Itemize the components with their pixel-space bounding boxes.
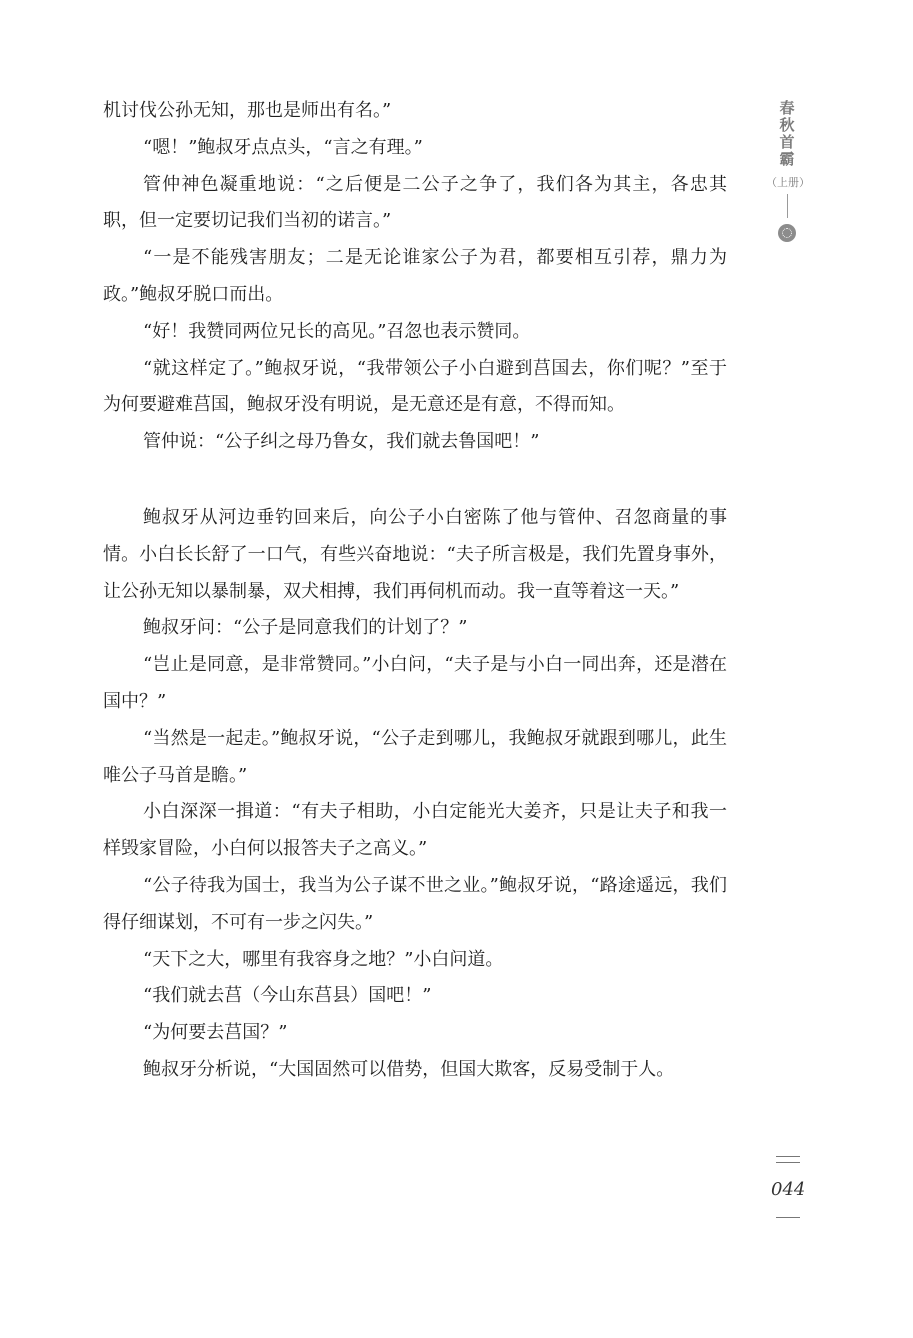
paragraph: 管仲说：“公子纠之母乃鲁女，我们就去鲁国吧！” — [143, 431, 540, 453]
paragraph: “我们就去莒（今山东莒县）国吧！” — [143, 985, 432, 1007]
divider — [787, 194, 788, 218]
paragraph: 管仲神色凝重地说：“之后便是二公子之争了，我们各为其主，各忠其职，但一定要切记我们当初的诺言。” — [103, 173, 727, 232]
book-title: 春秋首霸 — [779, 99, 795, 168]
paragraph: 小白深深一揖道：“有夫子相助，小白定能光大姜齐，只是让夫子和我一样毁家冒险，小白何以报答夫子之高义。” — [103, 801, 727, 860]
seal-icon — [778, 224, 796, 242]
folio-rule-top — [776, 1156, 800, 1163]
paragraph: “就这样定了。”鲍叔牙说，“我带领公子小白避到莒国去，你们呢？”至于为何要避难莒国，鲍叔牙没有明说，是无意还是有意，不得而知。 — [103, 357, 727, 416]
paragraph: “好！我赞同两位兄长的高见。”召忽也表示赞同。 — [143, 320, 531, 342]
paragraph: “天下之大，哪里有我容身之地？”小白问道。 — [143, 948, 504, 970]
paragraph: “为何要去莒国？” — [143, 1022, 288, 1044]
paragraph: 鲍叔牙分析说，“大国固然可以借势，但国大欺客，反易受制于人。 — [143, 1058, 675, 1080]
paragraph: “嗯！”鲍叔牙点点头，“言之有理。” — [143, 136, 423, 158]
paragraph: “岂止是同意，是非常赞同。”小白问，“夫子是与小白一同出奔，还是潜在国中？” — [103, 654, 727, 712]
page-number: 044 — [771, 1179, 806, 1200]
volume-label: （上册） — [766, 176, 810, 189]
body-text — [103, 93, 727, 1089]
folio — [771, 1156, 805, 1218]
paragraph: 鲍叔牙从河边垂钓回来后，向公子小白密陈了他与管仲、召忽商量的事情。小白长长舒了一口气，有些兴奋地说：“夫子所言极是，我们先置身事外，让公孙无知以暴制暴，双犬相搏，我们再伺机而动。我一直等着这一天。” — [103, 506, 727, 602]
section-break — [103, 461, 727, 500]
paragraph: “一是不能残害朋友；二是无论谁家公子为君，都要相互引荐，鼎力为政。”鲍叔牙脱口而出。 — [103, 247, 727, 305]
paragraph: “当然是一起走。”鲍叔牙说，“公子走到哪儿，我鲍叔牙就跟到哪儿，此生唯公子马首是瞻。” — [103, 727, 727, 786]
running-head — [766, 100, 808, 242]
paragraph: “公子待我为国士，我当为公子谋不世之业。”鲍叔牙说，“路途遥远，我们得仔细谋划，不可有一步之闪失。” — [103, 874, 727, 933]
folio-rule-bottom — [776, 1217, 800, 1218]
paragraph: 机讨伐公孙无知，那也是师出有名。” — [103, 100, 392, 121]
paragraph: 鲍叔牙问：“公子是同意我们的计划了？” — [143, 617, 468, 639]
